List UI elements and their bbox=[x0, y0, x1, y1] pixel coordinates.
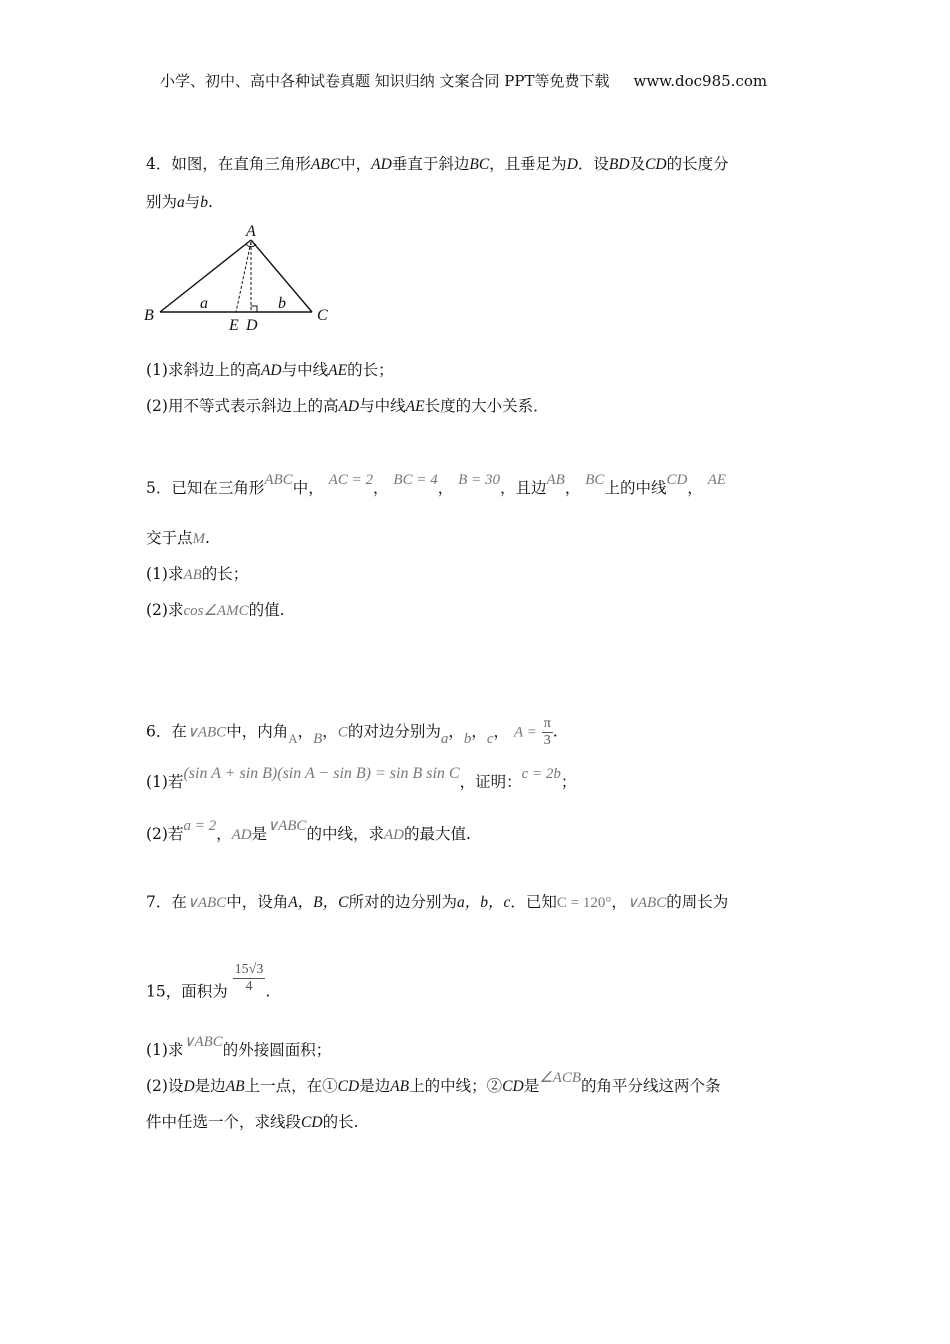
label-segment-a: a bbox=[200, 295, 208, 312]
q4-line1: 4．如图，在直角三角形ABC中，AD垂直于斜边BC，且垂足为D．设BD及CD的长度分 bbox=[146, 155, 729, 173]
q4-line2: 别为a与b. bbox=[146, 193, 213, 211]
q7-part1: (1)求∨ABC的外接圆面积； bbox=[146, 1034, 332, 1059]
q6-line1: 6．在∨ABC中，内角$_A$，B，C的对边分别为a，b，c， A = $\frac{\pi}{3}$ . bbox=[146, 716, 558, 748]
label-c-vertex: C bbox=[317, 307, 328, 324]
median-ae bbox=[236, 242, 251, 312]
label-b-vertex: B bbox=[144, 307, 154, 324]
q6-pi-over-3: $\frac{\pi}{3}$ bbox=[543, 716, 551, 748]
label-e-point: E bbox=[229, 317, 239, 334]
header-site-link[interactable]: www.doc985.com bbox=[633, 72, 768, 90]
q5-part2: (2)求cos∠AMC的值. bbox=[146, 601, 285, 619]
q6-part1: (1)若(sin A + sin B)(sin A − sin B) = sin B sin C，证明：c = 2b； bbox=[146, 765, 577, 791]
q6-part2: (2)若a = 2，AD是∨ABC的中线，求AD的最大值. bbox=[146, 818, 471, 843]
q4-part1: (1)求斜边上的高AD与中线AE的长； bbox=[146, 361, 394, 379]
right-angle-mark-d bbox=[251, 306, 257, 312]
q7-line2: 15，面积为 $\frac{15√3}{4}$ . bbox=[146, 962, 271, 1001]
header-text: 小学、初中、高中各种试卷真题 知识归纳 文案合同 PPT等免费下载 bbox=[160, 72, 610, 90]
page-header bbox=[160, 70, 767, 91]
label-d-point: D bbox=[246, 317, 258, 334]
label-segment-b: b bbox=[278, 295, 286, 312]
q5-part1: (1)求AB的长； bbox=[146, 565, 249, 583]
q7-area-fraction: $\frac{15√3}{4}$ bbox=[234, 962, 264, 994]
q7-part2: (2)设D是边AB上一点，在①CD是边AB上的中线；②CD是∠ACB的角平分线这两个条 bbox=[146, 1070, 721, 1095]
q7-line1: 7．在∨ABC中，设角A，B，C所对的边分别为a，b，c．已知C = 120°，∨ABC的周长为 bbox=[146, 893, 729, 911]
label-a-vertex: A bbox=[246, 223, 256, 240]
q5-line1: 5．已知在三角形ABC中， AC = 2， BC = 4， B = 30，且边AB， BC上的中线CD， AE bbox=[146, 472, 727, 497]
q4-triangle-figure bbox=[140, 220, 340, 340]
q5-line2: 交于点M. bbox=[146, 529, 210, 547]
q4-part2: (2)用不等式表示斜边上的高AD与中线AE长度的大小关系． bbox=[146, 397, 549, 415]
q7-part2-line2: 件中任选一个，求线段CD的长. bbox=[146, 1113, 359, 1131]
